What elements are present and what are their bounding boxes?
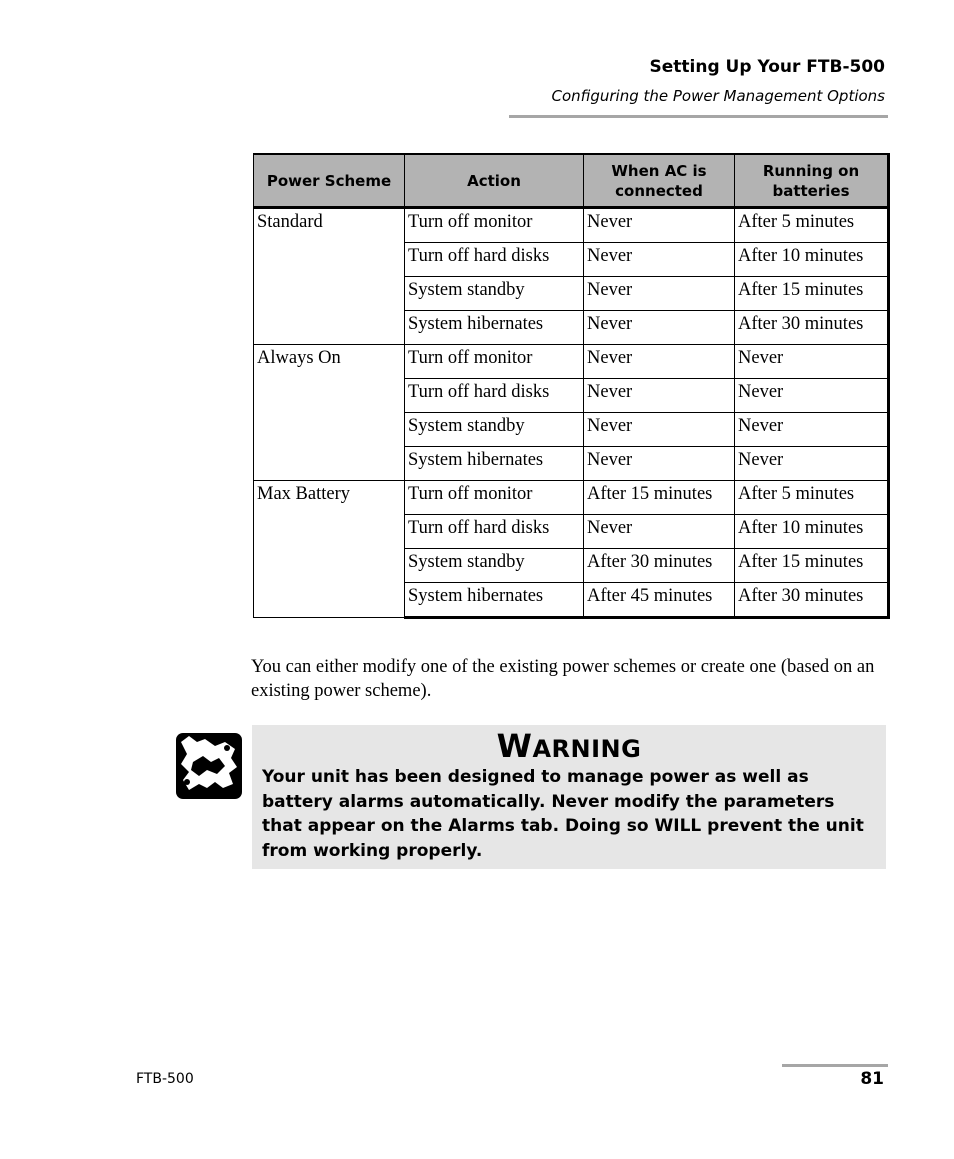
ac-connected-cell: Never bbox=[584, 345, 735, 379]
ac-connected-cell: Never bbox=[584, 208, 735, 243]
warning-box bbox=[252, 725, 886, 869]
table-row bbox=[254, 345, 889, 379]
ac-connected-cell: After 15 minutes bbox=[584, 481, 735, 515]
on-batteries-cell: Never bbox=[735, 413, 889, 447]
column-header-ac-connected: When AC is connected bbox=[584, 154, 735, 208]
action-cell: Turn off hard disks bbox=[405, 515, 584, 549]
column-header-on-batteries: Running on batteries bbox=[735, 154, 889, 208]
action-cell: Turn off monitor bbox=[405, 345, 584, 379]
table-row bbox=[254, 481, 889, 515]
footer-divider bbox=[782, 1064, 888, 1067]
action-cell: System hibernates bbox=[405, 311, 584, 345]
action-cell: Turn off monitor bbox=[405, 208, 584, 243]
warning-title-initial: W bbox=[496, 727, 533, 765]
on-batteries-cell: After 10 minutes bbox=[735, 515, 889, 549]
on-batteries-cell: After 10 minutes bbox=[735, 243, 889, 277]
action-cell: System hibernates bbox=[405, 447, 584, 481]
warning-text: Your unit has been designed to manage power as well as battery alarms automatically. Never modify the parameters that appear on the Alarms tab. Doing so WILL prevent the unit from working properly. bbox=[262, 767, 864, 861]
ac-connected-cell: After 30 minutes bbox=[584, 549, 735, 583]
ac-connected-cell: After 45 minutes bbox=[584, 583, 735, 618]
page-number: 81 bbox=[860, 1069, 884, 1089]
warning-title bbox=[252, 727, 886, 765]
action-cell: System hibernates bbox=[405, 583, 584, 618]
ac-connected-cell: Never bbox=[584, 277, 735, 311]
on-batteries-cell: After 15 minutes bbox=[735, 549, 889, 583]
ac-connected-cell: Never bbox=[584, 243, 735, 277]
power-schemes-table bbox=[253, 153, 890, 619]
ac-connected-cell: Never bbox=[584, 413, 735, 447]
power-scheme-cell: Standard bbox=[254, 208, 405, 345]
table-row bbox=[254, 208, 889, 243]
column-header-power-scheme: Power Scheme bbox=[254, 154, 405, 208]
action-cell: System standby bbox=[405, 549, 584, 583]
on-batteries-cell: Never bbox=[735, 345, 889, 379]
on-batteries-cell: After 5 minutes bbox=[735, 208, 889, 243]
action-cell: Turn off hard disks bbox=[405, 379, 584, 413]
ac-connected-cell: Never bbox=[584, 515, 735, 549]
warning-hand-icon bbox=[175, 732, 243, 800]
footer-product-name: FTB-500 bbox=[136, 1071, 194, 1087]
intro-paragraph: You can either modify one of the existing power schemes or create one (based on an existing power scheme). bbox=[251, 657, 875, 701]
on-batteries-cell: After 30 minutes bbox=[735, 583, 889, 618]
ac-connected-cell: Never bbox=[584, 379, 735, 413]
page-header-title: Setting Up Your FTB-500 bbox=[649, 57, 885, 77]
page-header-subtitle: Configuring the Power Management Options bbox=[551, 87, 885, 105]
on-batteries-cell: After 15 minutes bbox=[735, 277, 889, 311]
on-batteries-cell: After 30 minutes bbox=[735, 311, 889, 345]
action-cell: Turn off monitor bbox=[405, 481, 584, 515]
on-batteries-cell: Never bbox=[735, 447, 889, 481]
action-cell: System standby bbox=[405, 413, 584, 447]
power-scheme-cell: Max Battery bbox=[254, 481, 405, 618]
ac-connected-cell: Never bbox=[584, 311, 735, 345]
header-divider bbox=[509, 115, 888, 118]
table-header-row bbox=[254, 154, 889, 208]
warning-title-rest: ARNING bbox=[532, 735, 642, 763]
power-scheme-cell: Always On bbox=[254, 345, 405, 481]
on-batteries-cell: After 5 minutes bbox=[735, 481, 889, 515]
on-batteries-cell: Never bbox=[735, 379, 889, 413]
action-cell: System standby bbox=[405, 277, 584, 311]
table-body bbox=[254, 208, 889, 618]
ac-connected-cell: Never bbox=[584, 447, 735, 481]
action-cell: Turn off hard disks bbox=[405, 243, 584, 277]
column-header-action: Action bbox=[405, 154, 584, 208]
